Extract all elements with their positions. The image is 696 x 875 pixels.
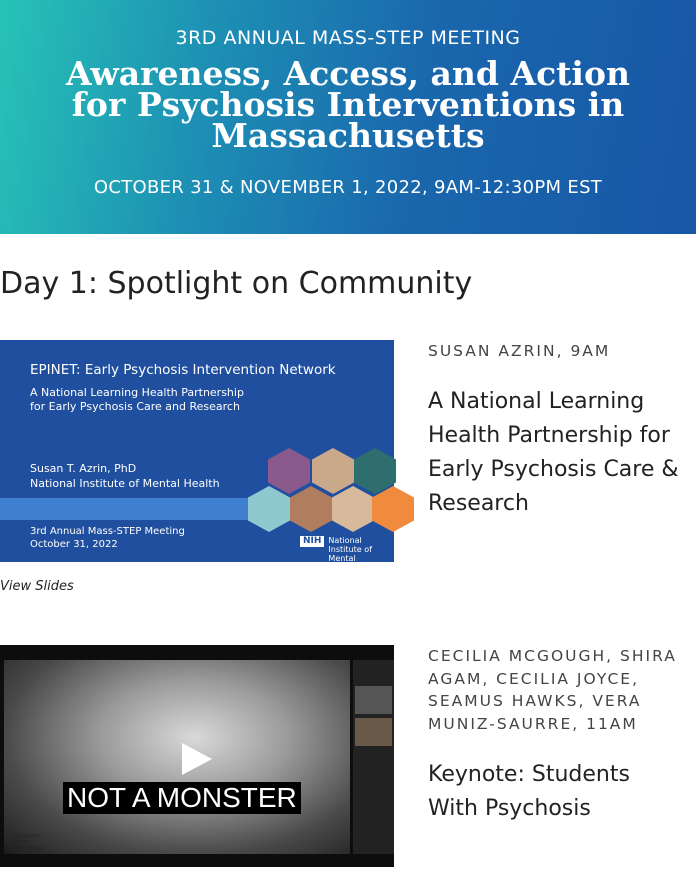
session-1-title: A National Learning Health Partnership for Early Psychosis Care & Research [428, 389, 679, 516]
slide-meeting [30, 525, 185, 551]
participant-tile [355, 718, 392, 746]
hex-light-teal [248, 486, 290, 532]
hex-photo-group [332, 486, 374, 532]
event-banner [0, 0, 696, 234]
hex-photo-person [290, 486, 332, 532]
slide-author [30, 461, 220, 491]
hex-orange [372, 486, 414, 532]
slide-thumbnail[interactable] [0, 340, 394, 572]
slide-title: EPINET: Early Psychosis Intervention Network [30, 362, 336, 378]
video-caption: NOT A MONSTER [63, 782, 301, 814]
slide-subtitle: A National Learning Health Partnership for Early Psychosis Care and Research [30, 386, 244, 413]
play-icon[interactable] [178, 741, 214, 777]
video-participants-panel [353, 660, 394, 854]
hex-photo-people [312, 448, 354, 494]
session-2-title: Keynote: Students With Psychosis [428, 762, 630, 821]
hex-photo-brain [268, 448, 310, 494]
video-thumbnail[interactable] [0, 645, 394, 867]
nih-logo-text: National Institute of Mental Health [328, 536, 372, 572]
slide-author-name: Susan T. Azrin, PhD [30, 462, 137, 475]
banner-dates: OCTOBER 31 & NOVEMBER 1, 2022, 9AM-12:30PM EST [93, 177, 603, 198]
session-1-speaker: SUSAN AZRIN, 9AM [428, 342, 611, 360]
slide-meeting-name: 3rd Annual Mass-STEP Meeting [30, 526, 185, 537]
session-2-speakers: CECILIA MCGOUGH, SHIRA AGAM, CECILIA JOYCE, SEAMUS HAWKS, VERA MUNIZ-SAURRE, 11AM [428, 647, 677, 733]
slide-meeting-date: October 31, 2022 [30, 539, 118, 550]
video-frame [4, 660, 350, 854]
hex-teal [354, 448, 396, 494]
slide-author-affiliation: National Institute of Mental Health [30, 477, 220, 490]
banner-eyebrow: 3RD ANNUAL MASS-STEP MEETING [175, 27, 521, 49]
slide-stripe [0, 498, 250, 520]
participant-tile [355, 686, 392, 714]
nih-logo [300, 536, 374, 572]
banner-title: Awareness, Access, and Action for Psychosis Interventions in Massachusetts [66, 54, 630, 155]
view-slides-link[interactable]: View Slides [0, 579, 74, 594]
nih-badge: NIH [300, 536, 324, 547]
day-title: Day 1: Spotlight on Community [0, 266, 473, 301]
students-with-psychosis-logo: STUDENTS WITH PSYCHOSIS [14, 834, 42, 852]
